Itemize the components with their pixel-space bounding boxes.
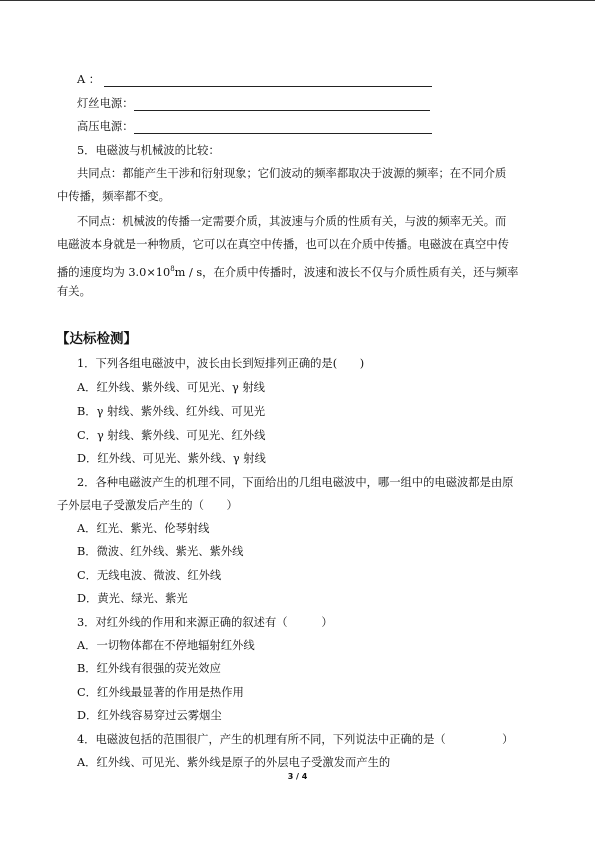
- comparison-common-line-1: 共同点：都能产生干涉和衍射现象；它们波动的频率都取决于波源的频率；在不同介质: [77, 167, 507, 180]
- question-1-option-b[interactable]: B．γ 射线、紫外线、红外线、可见光: [77, 405, 266, 418]
- comparison-diff-line-1: 不同点：机械波的传播一定需要介质，其波速与介质的性质有关，与波的频率无关。而: [77, 215, 507, 228]
- question-3-stem: 3．对红外线的作用和来源正确的叙述有（ ）: [77, 616, 333, 629]
- comparison-diff-line-2: 电磁波本身就是一种物质，它可以在真空中传播，也可以在介质中传播。电磁波在真空中传: [57, 238, 509, 251]
- fill-in-label-high-voltage: 高压电源：: [77, 120, 134, 133]
- page-number: 3 / 4: [287, 772, 308, 781]
- question-4-stem: 4．电磁波包括的范围很广，产生的机理有所不同，下列说法中正确的是（ ）: [77, 733, 514, 746]
- question-2-option-a[interactable]: A．红光、紫光、伦琴射线: [77, 522, 210, 535]
- fill-in-blank-a[interactable]: [104, 86, 432, 87]
- question-3-option-b[interactable]: B．红外线有很强的荧光效应: [77, 662, 221, 675]
- comparison-diff-line-4: 有关。: [57, 285, 91, 298]
- question-2-stem-line-1: 2．各种电磁波产生的机理不同，下面给出的几组电磁波中，哪一组中的电磁波都是由原: [77, 476, 514, 489]
- question-2-stem-line-2: 子外层电子受激发后产生的（ ）: [57, 499, 238, 512]
- question-2-option-c[interactable]: C．无线电波、微波、红外线: [77, 569, 222, 582]
- question-3-option-d[interactable]: D．红外线容易穿过云雾烟尘: [77, 709, 222, 722]
- comparison-diff-line-3: [57, 262, 518, 280]
- section-title: 【达标检测】: [56, 331, 137, 347]
- fill-in-blank-filament[interactable]: [134, 110, 430, 111]
- fill-in-label-a: A ：: [77, 73, 101, 86]
- question-1-option-c[interactable]: C．γ 射线、紫外线、可见光、红外线: [77, 429, 266, 442]
- speed-exponent: 8: [170, 265, 175, 273]
- page-top-rule: [0, 0, 595, 1]
- question-1-stem: 1．下列各组电磁波中，波长由长到短排列正确的是( ): [77, 357, 365, 370]
- question-2-option-b[interactable]: B．微波、红外线、紫光、紫外线: [77, 545, 244, 558]
- fill-in-blank-high-voltage[interactable]: [134, 133, 432, 134]
- fill-in-label-filament: 灯丝电源：: [77, 97, 134, 110]
- question-3-option-c[interactable]: C．红外线最显著的作用是热作用: [77, 686, 244, 699]
- speed-text-b: m / s，在介质中传播时，波速和波长不仅与介质性质有关，还与频率: [174, 265, 519, 279]
- comparison-title: 5．电磁波与机械波的比较：: [77, 144, 220, 157]
- question-1-option-d[interactable]: D．红外线、可见光、紫外线、γ 射线: [77, 452, 266, 465]
- question-3-option-a[interactable]: A．一切物体都在不停地辐射红外线: [77, 639, 255, 652]
- question-2-option-d[interactable]: D．黄光、绿光、紫光: [77, 592, 188, 605]
- question-1-option-a[interactable]: A．红外线、紫外线、可见光、γ 射线: [77, 381, 265, 394]
- speed-text-a: 播的速度均为 3.0×10: [57, 265, 171, 279]
- question-4-option-a[interactable]: A．红外线、可见光、紫外线是原子的外层电子受激发而产生的: [77, 756, 391, 769]
- comparison-common-line-2: 中传播，频率都不变。: [57, 190, 170, 203]
